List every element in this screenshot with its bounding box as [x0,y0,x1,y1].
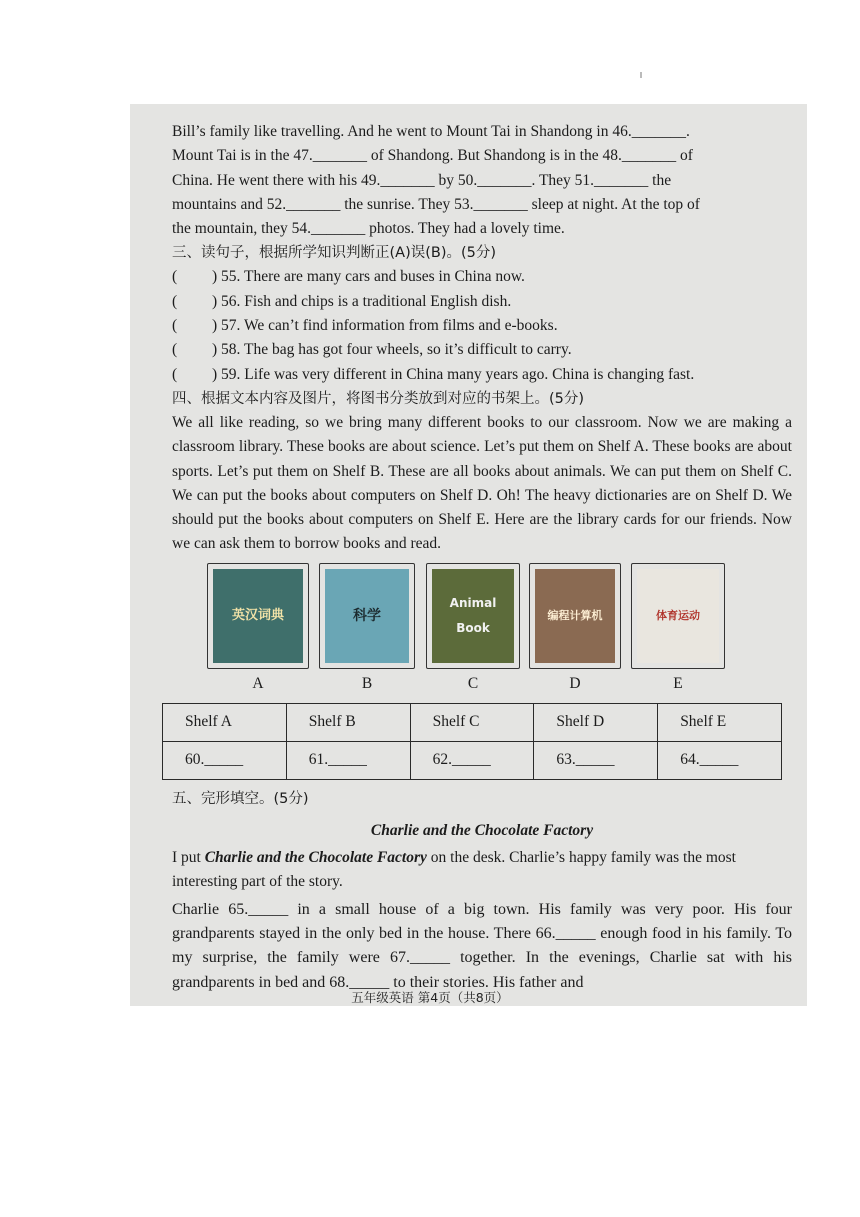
section-4-heading: 四、根据文本内容及图片，将图书分类放到对应的书架上。(5分) [172,390,585,407]
shelf-header-cell: Shelf C [410,703,534,741]
book-d-cover [535,569,615,663]
question-item [172,265,792,289]
question-text: ) 57. We can’t find information from films and e-books. [212,317,558,335]
shelf-answer-row [163,741,782,779]
book-a-cover [213,569,303,663]
book-c-cover [432,569,514,663]
story-text: on the desk. Charlie’s happy family was the most interesting part of the story. [172,849,736,891]
question-item [172,363,792,387]
shelf-header-row [163,703,782,741]
book-b-image [319,563,415,692]
fill-blank-passage [172,120,792,241]
answer-bracket: ( [172,341,178,359]
story-title: Charlie and the Chocolate Factory [370,821,594,839]
book-a-image [207,563,309,692]
shelf-header-cell: Shelf B [286,703,410,741]
shelf-answer-cell: 63._____ [534,741,658,779]
answer-bracket: ( [172,365,178,383]
question-item [172,338,792,362]
passage-line: the mountain, they 54._______ photos. They had a lovely time. [172,220,565,238]
story-paragraph-2: Charlie 65._____ in a small house of a big town. His family was very poor. His four grandparents stayed in the only bed in the house. There 66._____ enough food in his family. To my surprise, the family were 67._____ together. In the evenings, Charlie sat with his grandparents in bed and 68._____ to their stories. His father and [172,900,792,991]
question-text: ) 59. Life was very different in China many years ago. China is changing fast. [212,365,695,383]
question-item [172,314,792,338]
true-false-list [172,265,792,386]
question-text: ) 58. The bag has got four wheels, so it’s difficult to carry. [212,341,572,359]
shelf-answer-cell: 64._____ [658,741,782,779]
shelf-answer-cell: 61._____ [286,741,410,779]
section-5-heading: 五、完形填空。(5分) [172,790,309,807]
question-item [172,290,792,314]
book-b-cover [325,569,409,663]
passage-line: Mount Tai is in the 47._______ of Shandong. But Shandong is in the 48._______ of [172,147,693,165]
book-e-label: E [673,674,683,692]
answer-bracket: ( [172,317,178,335]
passage-line: China. He went there with his 49._______ by 50._______. They 51._______ the [172,171,672,189]
book-c-cover-text: Animal Book [449,596,497,635]
question-text: ) 55. There are many cars and buses in China now. [212,268,525,286]
passage-line: Bill’s family like travelling. And he went to Mount Tai in Shandong in 46._______. [172,123,690,140]
book-e-cover [637,569,719,663]
book-d-cover-text: 编程计算机 [547,608,603,622]
shelf-table [162,703,782,780]
book-b-cover-text: 科学 [353,607,381,624]
story-paragraph-1 [172,846,792,895]
book-a-label: A [252,674,264,692]
section-3-heading: 三、读句子，根据所学知识判断正(A)误(B)。(5分) [172,245,497,262]
library-passage: We all like reading, so we bring many different books to our classroom. Now we are making a classroom library. These books are about science. Let’s put them on Shelf A. These books are about sports. Let’s put them on Shelf B. These are all books about animals. We can put them on Shelf C. We can put the books about computers on Shelf D. Oh! The heavy dictionaries are on Shelf D. We should put the books about computers on Shelf E. Here are the library cards for our friends. Now we can ask them to borrow books and read. [172,413,792,553]
answer-bracket: ( [172,268,178,286]
book-e-image [631,563,725,692]
book-e-cover-text: 体育运动 [656,608,700,622]
shelf-header-cell: Shelf A [163,703,287,741]
book-d-label: D [569,674,581,692]
shelf-header-cell: Shelf D [534,703,658,741]
book-a-cover-text: 英汉词典 [231,607,284,623]
book-b-label: B [361,674,373,692]
book-images [172,563,792,703]
answer-bracket: ( [172,292,178,310]
book-c-label: C [467,674,479,692]
question-text: ) 56. Fish and chips is a traditional English dish. [212,292,512,310]
book-d-image [529,563,621,692]
shelf-header-cell: Shelf E [658,703,782,741]
story-text: I put [172,849,205,867]
page-content [172,120,792,995]
passage-line: mountains and 52._______ the sunrise. They 53._______ sleep at night. At the top of [172,195,700,213]
scan-speck [640,72,642,78]
page-footer: 五年级英语 第4页（共8页） [351,990,509,1005]
shelf-answer-cell: 60._____ [163,741,287,779]
story-book-title: Charlie and the Chocolate Factory [204,849,427,867]
shelf-answer-cell: 62._____ [410,741,534,779]
book-c-image [426,563,520,692]
